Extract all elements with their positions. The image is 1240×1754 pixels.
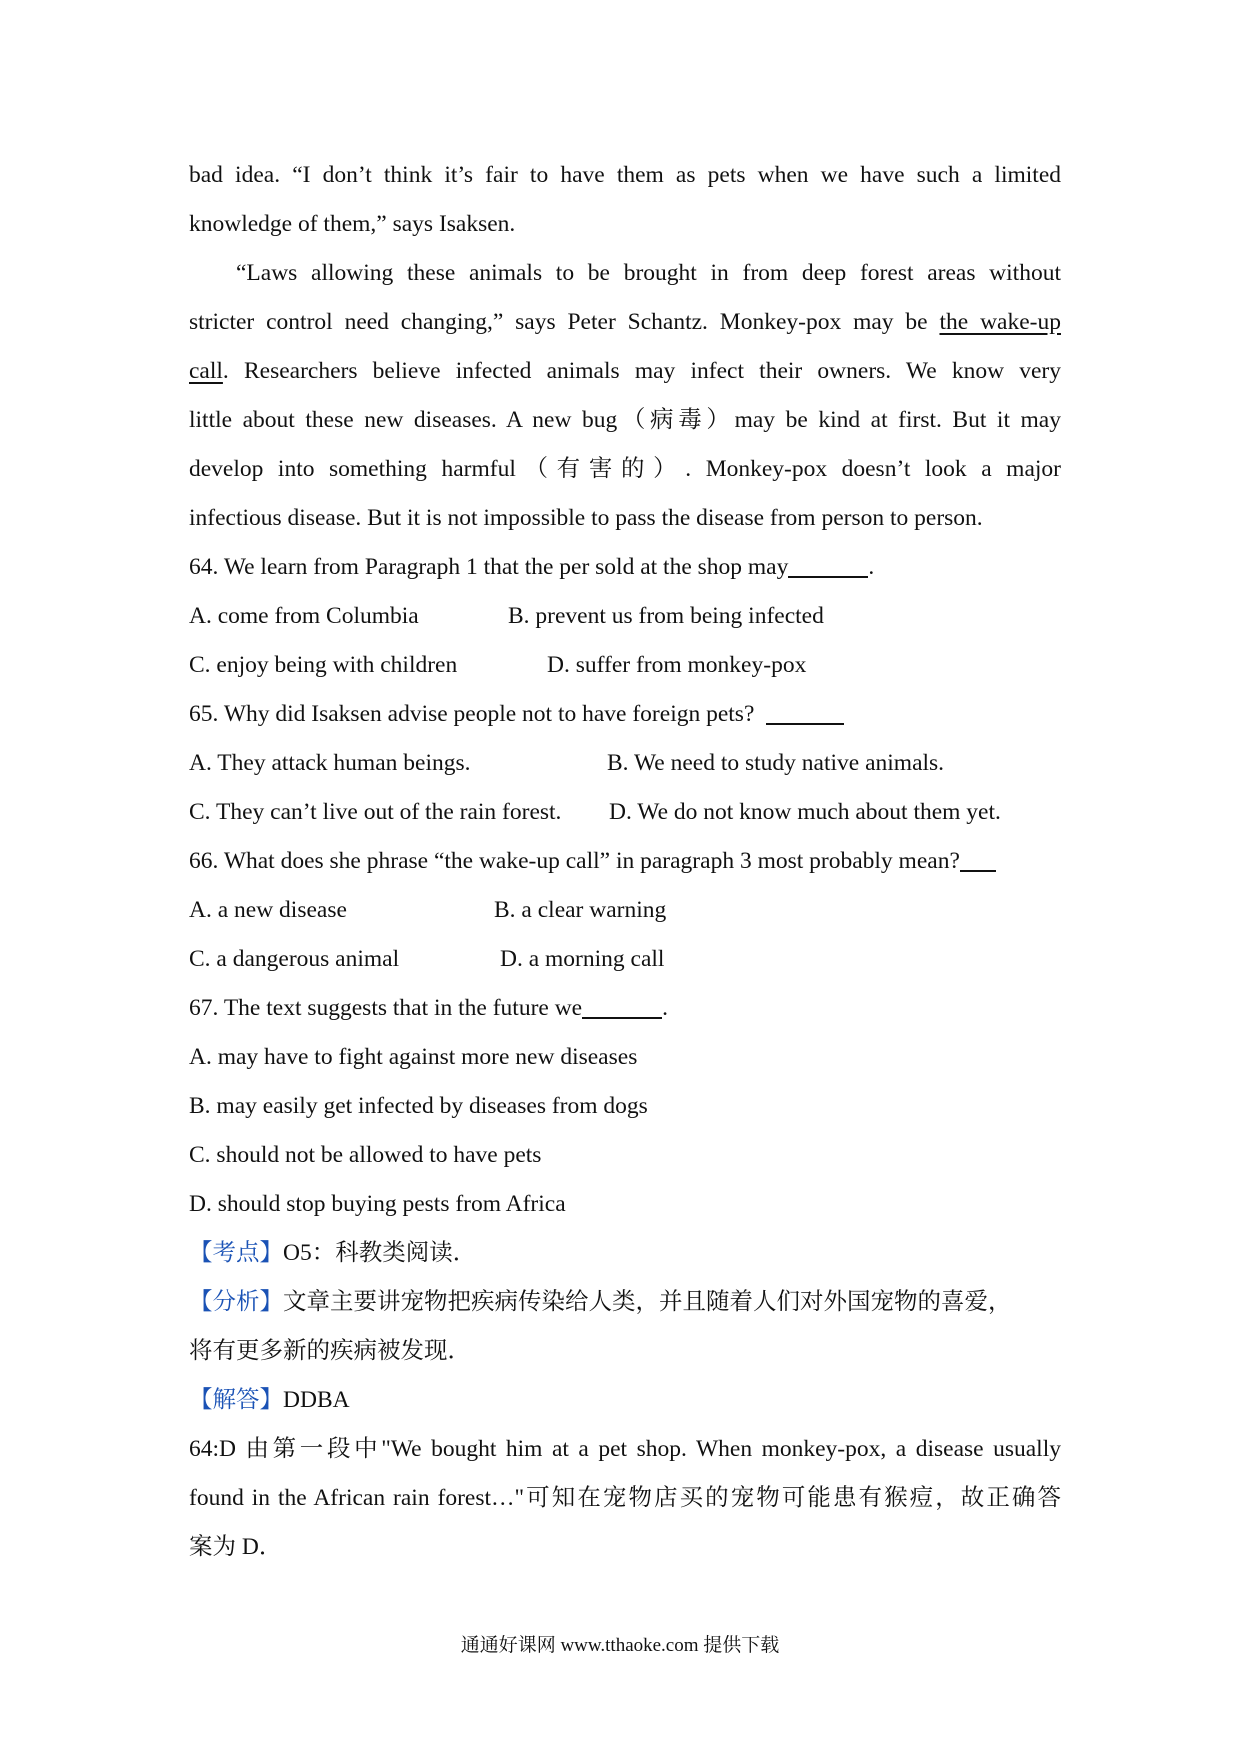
kaodian-tag: 【考点】	[189, 1240, 283, 1266]
passage-line: knowledge of them,” says Isaksen.	[189, 211, 516, 237]
explanation-line: 案为 D．	[189, 1534, 283, 1560]
passage-line: infectious disease. But it is not impossible to pass the disease from person to person.	[189, 505, 983, 531]
option-row	[189, 641, 1061, 690]
question-text: 65. Why did Isaksen advise people not to have foreign pets?	[189, 701, 755, 727]
option: A. come from Columbia	[189, 603, 419, 629]
page-content	[189, 151, 1061, 1572]
passage-line	[189, 298, 1061, 347]
kaodian-line	[189, 1229, 1061, 1278]
question-text: 64. We learn from Paragraph 1 that the per sold at the shop may	[189, 554, 789, 580]
fenxi-text: 文章主要讲宠物把疾病传染给人类，并且随着人们对外国宠物的喜爱，	[283, 1289, 1012, 1315]
option: D. We do not know much about them yet.	[609, 799, 1001, 825]
question-stem	[189, 690, 1061, 739]
page-footer: 通通好课网 www.tthaoke.com 提供下载	[460, 1635, 780, 1656]
passage-line: little about these new diseases. A new bug（病毒）may be kind at first. But it may	[189, 407, 1061, 433]
answer-blank	[788, 553, 868, 579]
jieda-text: DDBA	[283, 1387, 350, 1413]
option: B. prevent us from being infected	[508, 603, 824, 629]
option-row	[189, 788, 1061, 837]
underlined-phrase: call	[189, 358, 223, 384]
option: D. suffer from monkey-pox	[547, 652, 807, 678]
option-row	[189, 739, 1061, 788]
passage-line: develop into something harmful（有害的）. Monkey-pox doesn’t look a major	[189, 456, 1061, 482]
question-stem	[189, 837, 1061, 886]
question-stem	[189, 543, 1061, 592]
option: D. a morning call	[500, 946, 665, 972]
option-row	[189, 935, 1061, 984]
option-row	[189, 592, 1061, 641]
question-stem	[189, 984, 1061, 1033]
option: D. should stop buying pests from Africa	[189, 1191, 566, 1217]
option: A. They attack human beings.	[189, 750, 471, 776]
option: C. They can’t live out of the rain forest.	[189, 799, 562, 825]
passage-text: . Researchers believe infected animals may infect their owners. We know very	[222, 358, 1061, 384]
underlined-phrase: the wake-up	[939, 309, 1061, 335]
passage-line: bad idea. “I don’t think it’s fair to have them as pets when we have such a limited	[189, 162, 1061, 188]
passage-line	[189, 347, 1061, 396]
question-end: .	[868, 554, 875, 580]
option: C. should not be allowed to have pets	[189, 1142, 542, 1168]
passage-text: stricter control need changing,” says Peter Schantz. Monkey-pox may be	[189, 309, 940, 335]
question-text: 66. What does she phrase “the wake-up call” in paragraph 3 most probably mean?	[189, 848, 960, 874]
option: B. may easily get infected by diseases from dogs	[189, 1093, 648, 1119]
option: C. a dangerous animal	[189, 946, 400, 972]
answer-blank	[960, 847, 996, 873]
option-row	[189, 886, 1061, 935]
answer-blank	[582, 994, 662, 1020]
question-text: 67. The text suggests that in the future we	[189, 995, 583, 1021]
passage-line: “Laws allowing these animals to be brought in from deep forest areas without	[236, 260, 1061, 286]
jieda-tag: 【解答】	[189, 1387, 283, 1413]
answer-blank	[766, 700, 844, 726]
fenxi-line: 将有更多新的疾病被发现．	[189, 1338, 471, 1364]
option: A. a new disease	[189, 897, 347, 923]
option: A. may have to fight against more new diseases	[189, 1044, 638, 1070]
option: B. a clear warning	[494, 897, 667, 923]
fenxi-line	[189, 1278, 1061, 1327]
option: C. enjoy being with children	[189, 652, 458, 678]
explanation-line: found in the African rain forest…"可知在宠物店买的宠物可能患有猴痘，故正确答	[189, 1485, 1061, 1511]
kaodian-text: O5：科教类阅读．	[283, 1240, 477, 1266]
question-end: .	[662, 995, 668, 1021]
explanation-line: 64:D 由第一段中"We bought him at a pet shop. When monkey-pox, a disease usually	[189, 1436, 1061, 1462]
jieda-line	[189, 1376, 1061, 1425]
fenxi-tag: 【分析】	[189, 1289, 283, 1315]
option: B. We need to study native animals.	[607, 750, 945, 776]
